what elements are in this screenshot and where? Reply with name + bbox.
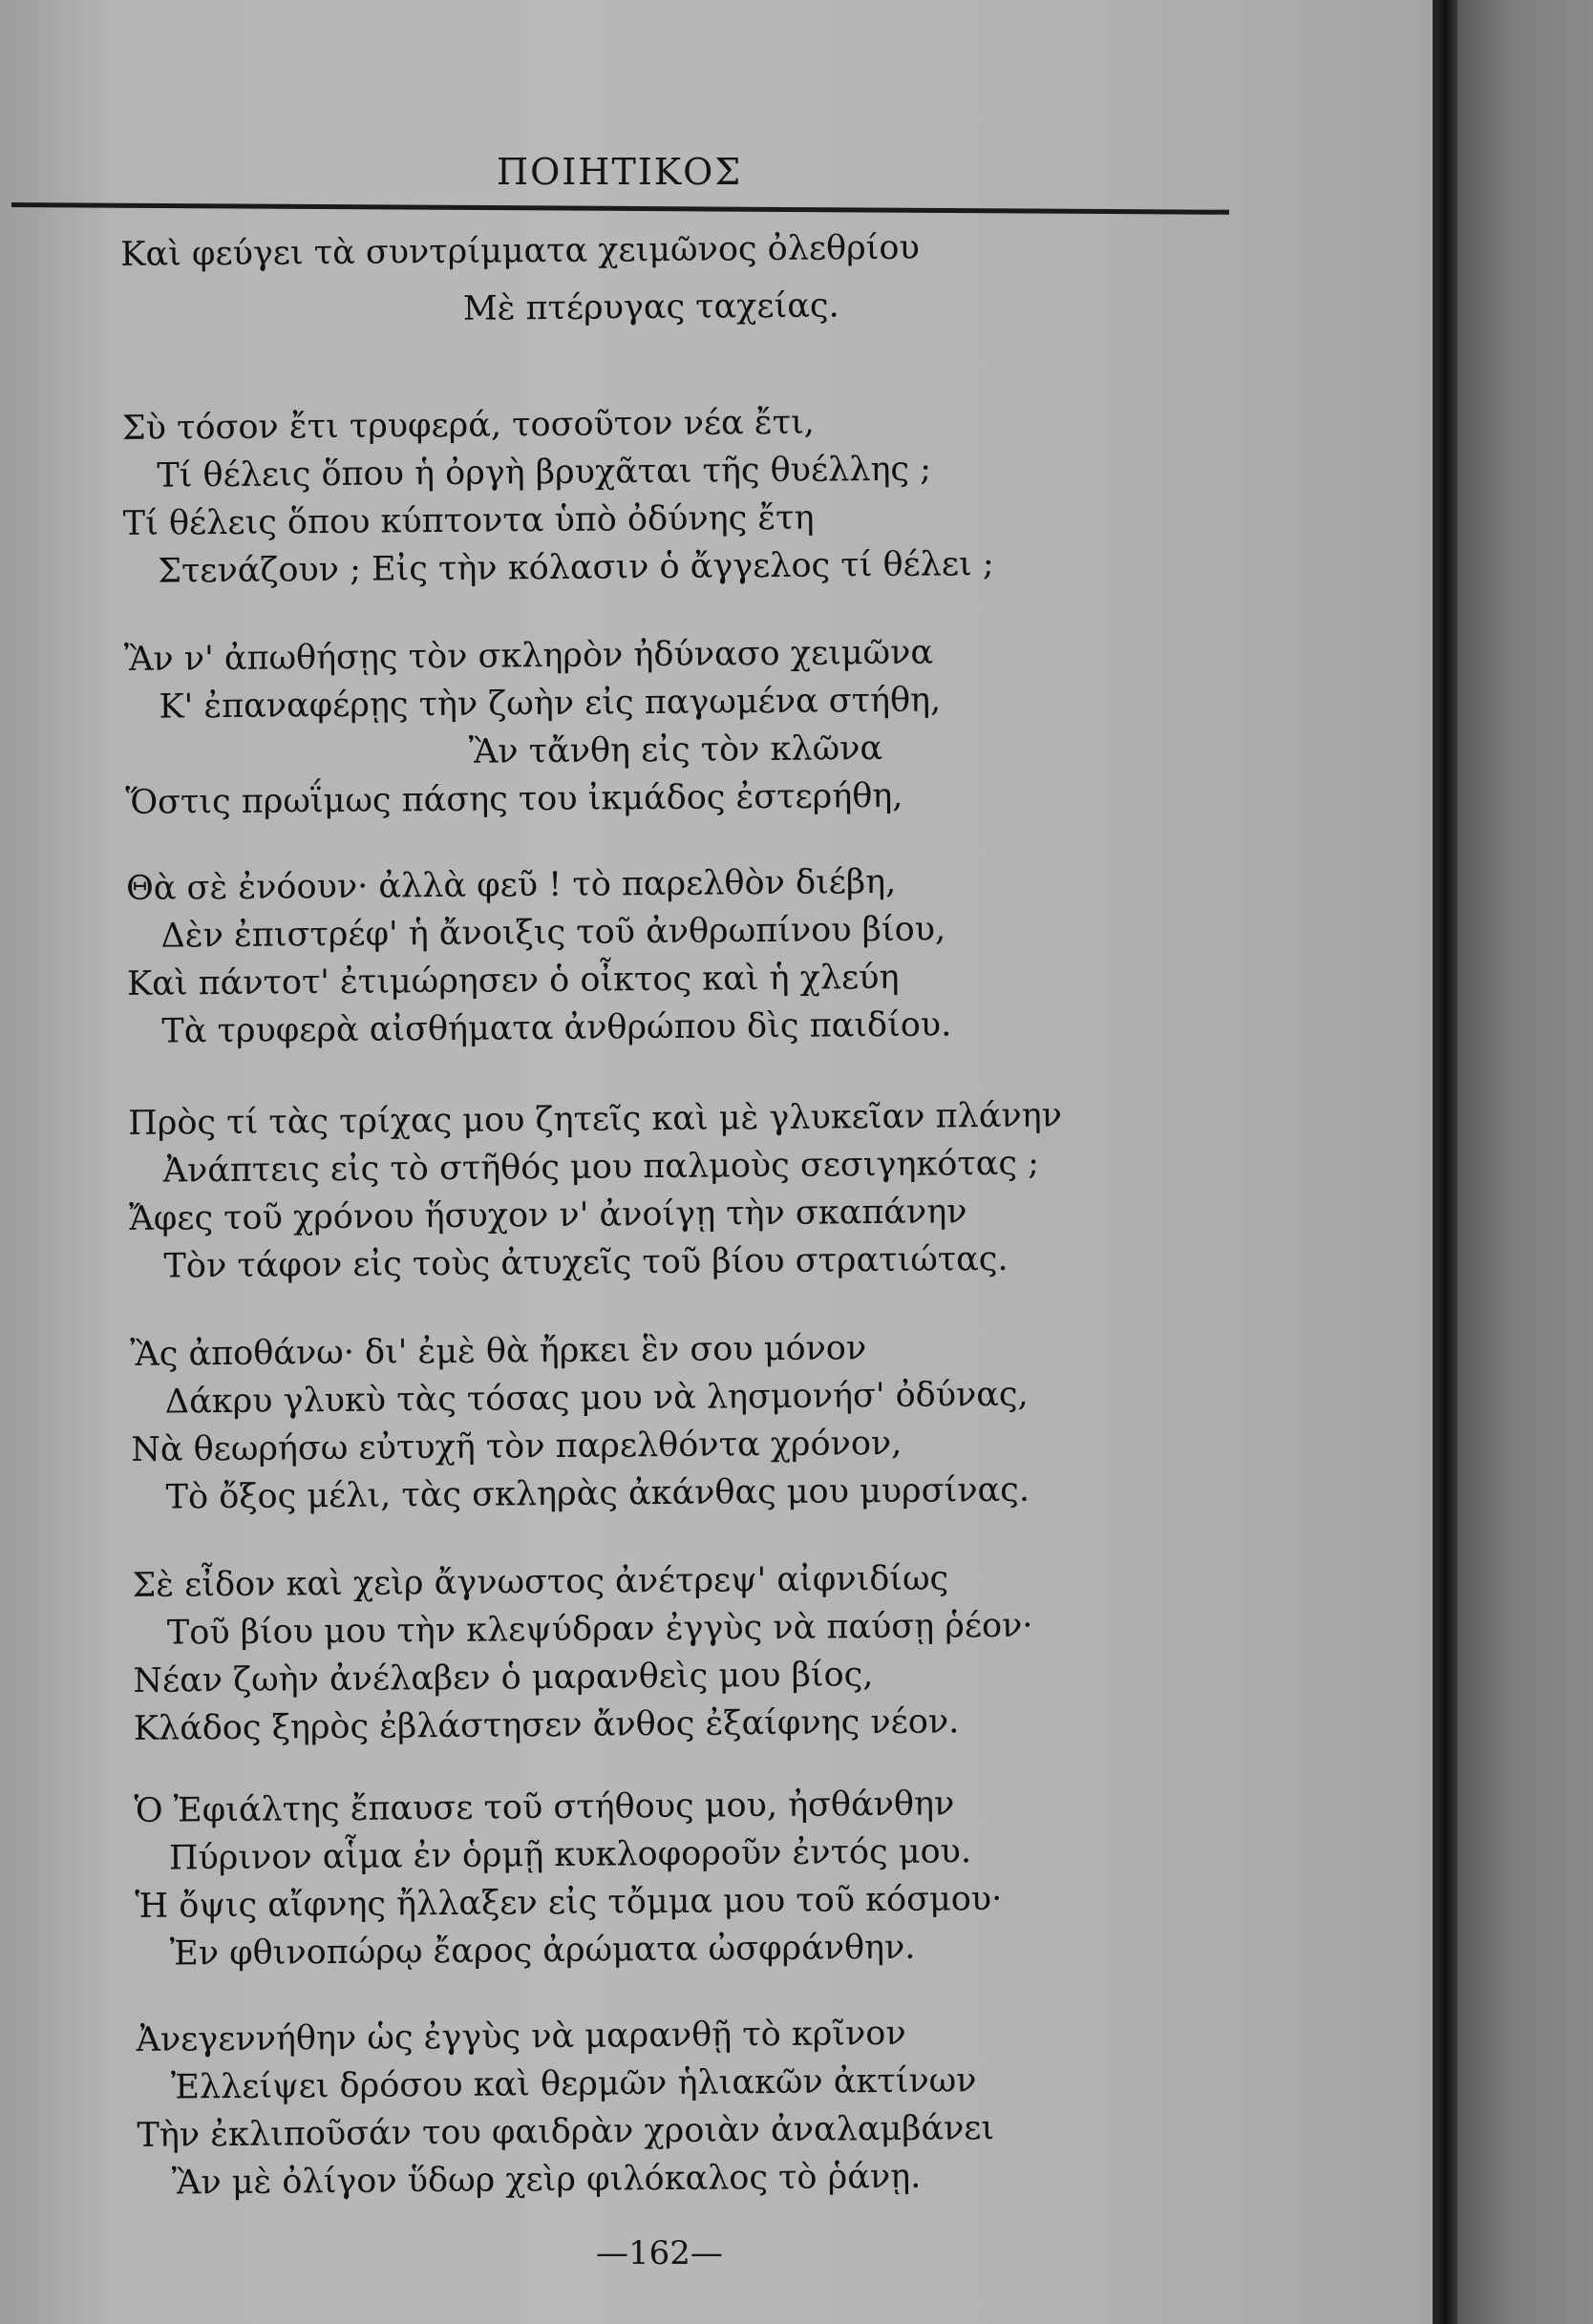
poem-line: Πρὸς τί τὰς τρίχας μου ζητεῖς καὶ μὲ γλυκεῖαν πλάνην (128, 1096, 1063, 1143)
poem-line: Τί θέλεις ὅπου ἡ ὀργὴ βρυχᾶται τῆς θυέλλης ; (157, 450, 932, 496)
poem-line: Τί θέλεις ὅπου κύπτοντα ὑπὸ ὀδύνης ἔτη (122, 498, 815, 543)
page-number: —162— (596, 2234, 723, 2272)
poem-line: Ἀνεγεννήθην ὡς ἐγγὺς νὰ μαρανθῇ τὸ κρῖνον (136, 2014, 906, 2060)
poem-line: Πύρινον αἷμα ἐν ὁρμῇ κυκλοφοροῦν ἐντός μου. (168, 1832, 972, 1878)
poem-line: Ὁ Ἐφιάλτης ἔπαυσε τοῦ στήθους μου, ἠσθάνθην (134, 1785, 955, 1830)
poem-line: Ὅστις πρωΐμως πάσης του ἰκμάδος ἐστερήθη, (125, 776, 903, 822)
poem-line: Στενάζουν ; Εἰς τὴν κόλασιν ὁ ἄγγελος τί θέλει ; (158, 544, 994, 591)
poem-line: Σὲ εἶδον καὶ χεὶρ ἄγνωστος ἀνέτρεψ' αἰφνιδίως (132, 1559, 949, 1605)
poem-line: Ἂν μὲ ὀλίγον ὕδωρ χεὶρ φιλόκαλος τὸ ῥάνῃ. (171, 2157, 922, 2203)
poem-line: Καὶ φεύγει τὰ συντρίμματα χειμῶνος ὀλεθρίου (120, 228, 920, 274)
poem-line: Ἂς ἀποθάνω· δι' ἐμὲ θὰ ἤρκει ἓν σου μόνον (130, 1329, 867, 1374)
poem-line: Τὸ ὄξος μέλι, τὰς σκληρὰς ἀκάνθας μου μυρσίνας. (165, 1470, 1030, 1517)
poem-line: Κ' ἐπαναφέρῃς τὴν ζωὴν εἰς παγωμένα στήθη, (159, 681, 942, 727)
poem-line: Κλάδος ξηρὸς ἐβλάστησεν ἄνθος ἐξαίφνης νέον. (133, 1702, 960, 1748)
poem-line: Τοῦ βίου μου τὴν κλεψύδραν ἐγγὺς νὰ παύσῃ ῥέον· (166, 1606, 1033, 1653)
poem-line: Μὲ πτέρυγας ταχείας. (462, 286, 839, 328)
book-spine-shadow (1433, 0, 1457, 2324)
poem-line: Καὶ πάντοτ' ἐτιμώρησεν ὁ οἶκτος καὶ ἡ χλεύη (126, 958, 900, 1004)
poem-line: Ἐλλείψει δρόσου καὶ θερμῶν ἡλιακῶν ἀκτίνων (170, 2061, 977, 2107)
header-rule (11, 202, 1229, 215)
poem-line: Δάκρυ γλυκὺ τὰς τόσας μου νὰ λησμονήσ' ὀδύνας, (164, 1375, 1029, 1422)
poem-line: Ἄφες τοῦ χρόνου ἥσυχον ν' ἀνοίγῃ τὴν σκαπάνην (128, 1193, 967, 1238)
poem-line: Σὺ τόσον ἔτι τρυφερά, τοσοῦτον νέα ἔτι, (121, 403, 816, 448)
facing-page-edge (1457, 0, 1593, 2324)
poem-line: Νὰ θεωρήσω εὐτυχῆ τὸν παρελθόντα χρόνον, (131, 1424, 903, 1469)
poem-line: Τὸν τάφον εἰς τοὺς ἀτυχεῖς τοῦ βίου στρατιώτας. (163, 1239, 1009, 1286)
running-header: ΠΟΙΗΤΙΚΟΣ (497, 151, 743, 193)
poem-line: Θὰ σὲ ἐνόουν· ἀλλὰ φεῦ ! τὸ παρελθὸν διέβη, (125, 862, 897, 908)
poem-line: Ἂν ν' ἀπωθήσῃς τὸν σκληρὸν ἠδύνασο χειμῶνα (123, 633, 934, 679)
poem-line: Ἀνάπτεις εἰς τὸ στῆθός μου παλμοὺς σεσιγηκότας ; (162, 1144, 1040, 1191)
poem-line: Τὴν ἐκλιποῦσάν του φαιδρὰν χροιὰν ἀναλαμβάνει (137, 2108, 995, 2155)
poem-line: Ἡ ὄψις αἴφνης ἤλλαξεν εἰς τὄμμα μου τοῦ κόσμου· (135, 1879, 1003, 1926)
poem-line: Νέαν ζωὴν ἀνέλαβεν ὁ μαρανθεὶς μου βίος, (133, 1656, 874, 1701)
poem-line: Ἐν φθινοπώρῳ ἔαρος ἀρώματα ὠσφράνθην. (169, 1928, 916, 1974)
poem-line: Δὲν ἐπιστρέφ' ἡ ἄνοιξις τοῦ ἀνθρωπίνου βίου, (160, 910, 946, 956)
poem-line: Τὰ τρυφερὰ αἰσθήματα ἀνθρώπου δὶς παιδίου. (161, 1005, 952, 1051)
poem-line: Ἂν τἄνθη εἰς τὸν κλῶνα (468, 729, 883, 771)
